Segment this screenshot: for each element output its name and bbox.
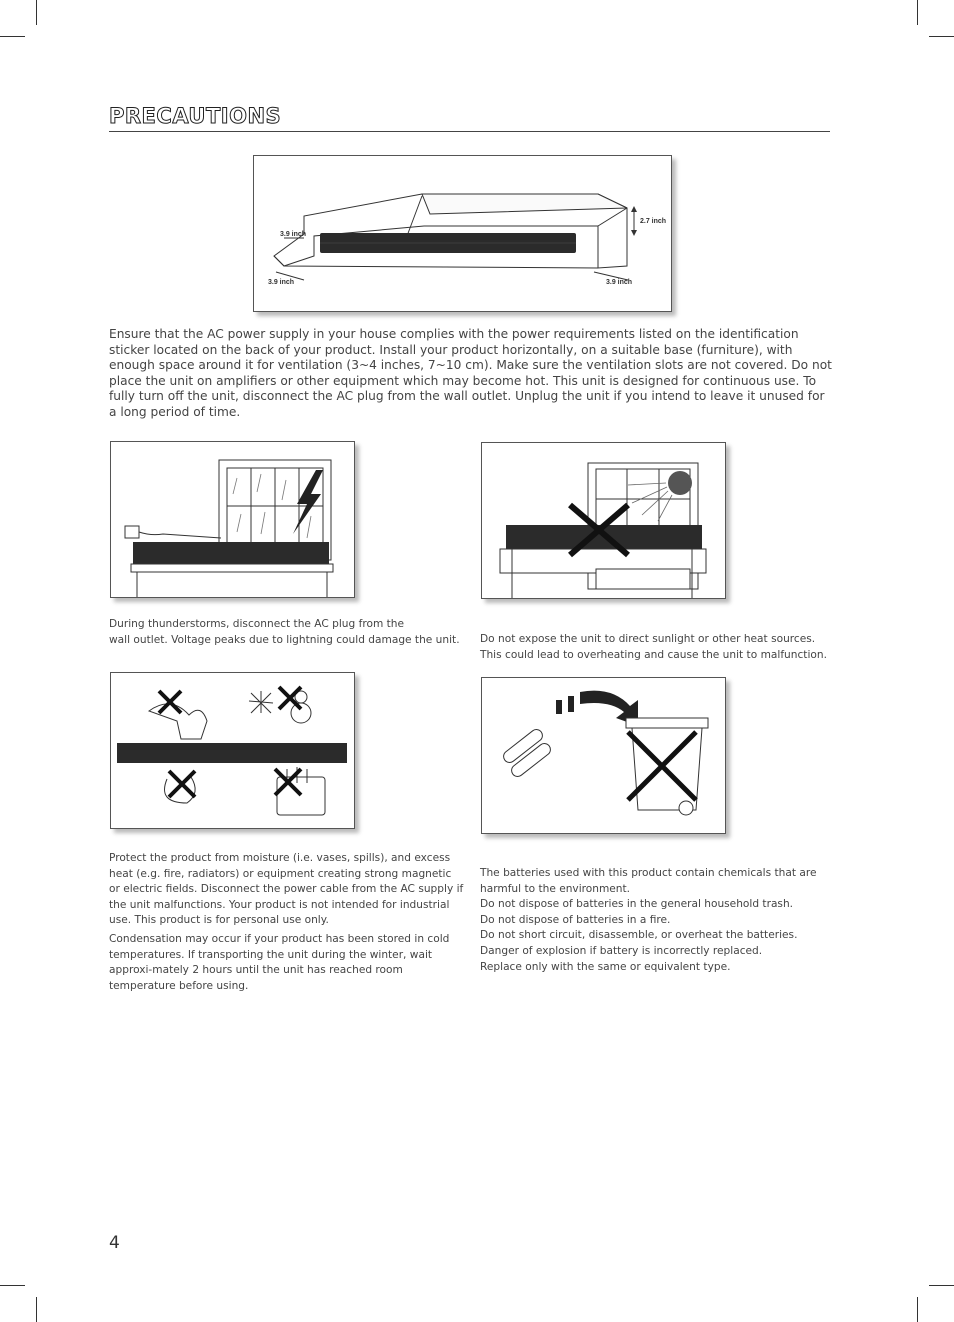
battery-line: Replace only with the same or equivalent type.	[480, 960, 731, 973]
page-number: 4	[109, 1233, 120, 1253]
moisture-paragraph-1: Protect the product from moisture (i.e. vases, spills), and excess heat (e.g. fire, radiators) or equipment creating strong magnetic or electric fields. Disconnect the power cable from the AC supply if the unit malfunctions. Your product is not intended for industrial use. This product is for personal use only.	[109, 852, 464, 927]
dim-label-bottom-left: 3.9 inch	[268, 279, 295, 286]
installation-figure	[253, 155, 672, 312]
dim-label-right: 2.7 inch	[640, 218, 667, 225]
sunlight-figure	[481, 442, 726, 599]
moisture-caption	[109, 851, 464, 994]
prohibited-x-icon	[159, 687, 301, 797]
crop-mark	[36, 1297, 37, 1322]
thunderstorm-caption	[109, 617, 469, 648]
dim-label-top-left: 3.9 inch	[280, 231, 307, 238]
battery-line: harmful to the environment.	[480, 882, 631, 895]
sun-icon	[668, 471, 692, 495]
thunderstorm-line-1: During thunderstorms, disconnect the AC plug from the	[109, 618, 405, 630]
crop-mark	[0, 36, 25, 37]
crop-mark	[929, 1285, 954, 1286]
battery-line: Do not dispose of batteries in a fire.	[480, 913, 671, 926]
sunlight-line-2: This could lead to overheating and cause the unit to malfunction.	[480, 648, 827, 661]
crop-mark	[0, 1285, 25, 1286]
thunderstorm-line-2: wall outlet. Voltage peaks due to lightning could damage the unit.	[109, 633, 460, 646]
sunlight-line-1: Do not expose the unit to direct sunlight or other heat sources.	[480, 633, 816, 645]
battery-caption	[480, 866, 840, 975]
battery-disposal-figure	[481, 677, 726, 834]
battery-line: The batteries used with this product contain chemicals that are	[480, 867, 817, 879]
intro-paragraph: Ensure that the AC power supply in your house complies with the power requirements listed on the identification sticker located on the back of your product. Install your product horizontally, on a suitable base (furniture), with enough space around it for ventilation (3~4 inches, 7~10 cm). Make sure the ventilation slots are not covered. Do not place the unit on amplifiers or other equipment which may become hot. This unit is designed for continuous use. To fully turn off the unit, disconnect the AC plug from the wall outlet. Unplug the unit if you intend to leave it unused for a long period of time.	[109, 327, 832, 419]
dim-label-bottom-right: 3.9 inch	[606, 279, 633, 286]
battery-line: Danger of explosion if battery is incorrectly replaced.	[480, 944, 763, 957]
moisture-paragraph-2: Condensation may occur if your product has been stored in cold temperatures. If transporting the unit during the winter, wait approxi-mately 2 hours until the unit has reached room temperature before using.	[109, 932, 450, 992]
crop-mark	[36, 0, 37, 25]
title-divider	[109, 131, 830, 132]
sunlight-caption	[480, 632, 840, 663]
battery-line: Do not short circuit, disassemble, or overheat the batteries.	[480, 929, 798, 942]
battery-line: Do not dispose of batteries in the general household trash.	[480, 898, 794, 911]
crop-mark	[917, 0, 918, 25]
crop-mark	[929, 36, 954, 37]
page-title: PRECAUTIONS	[109, 104, 282, 128]
moisture-figure	[110, 672, 355, 829]
thunderstorm-figure	[110, 441, 355, 598]
crop-mark	[917, 1297, 918, 1322]
